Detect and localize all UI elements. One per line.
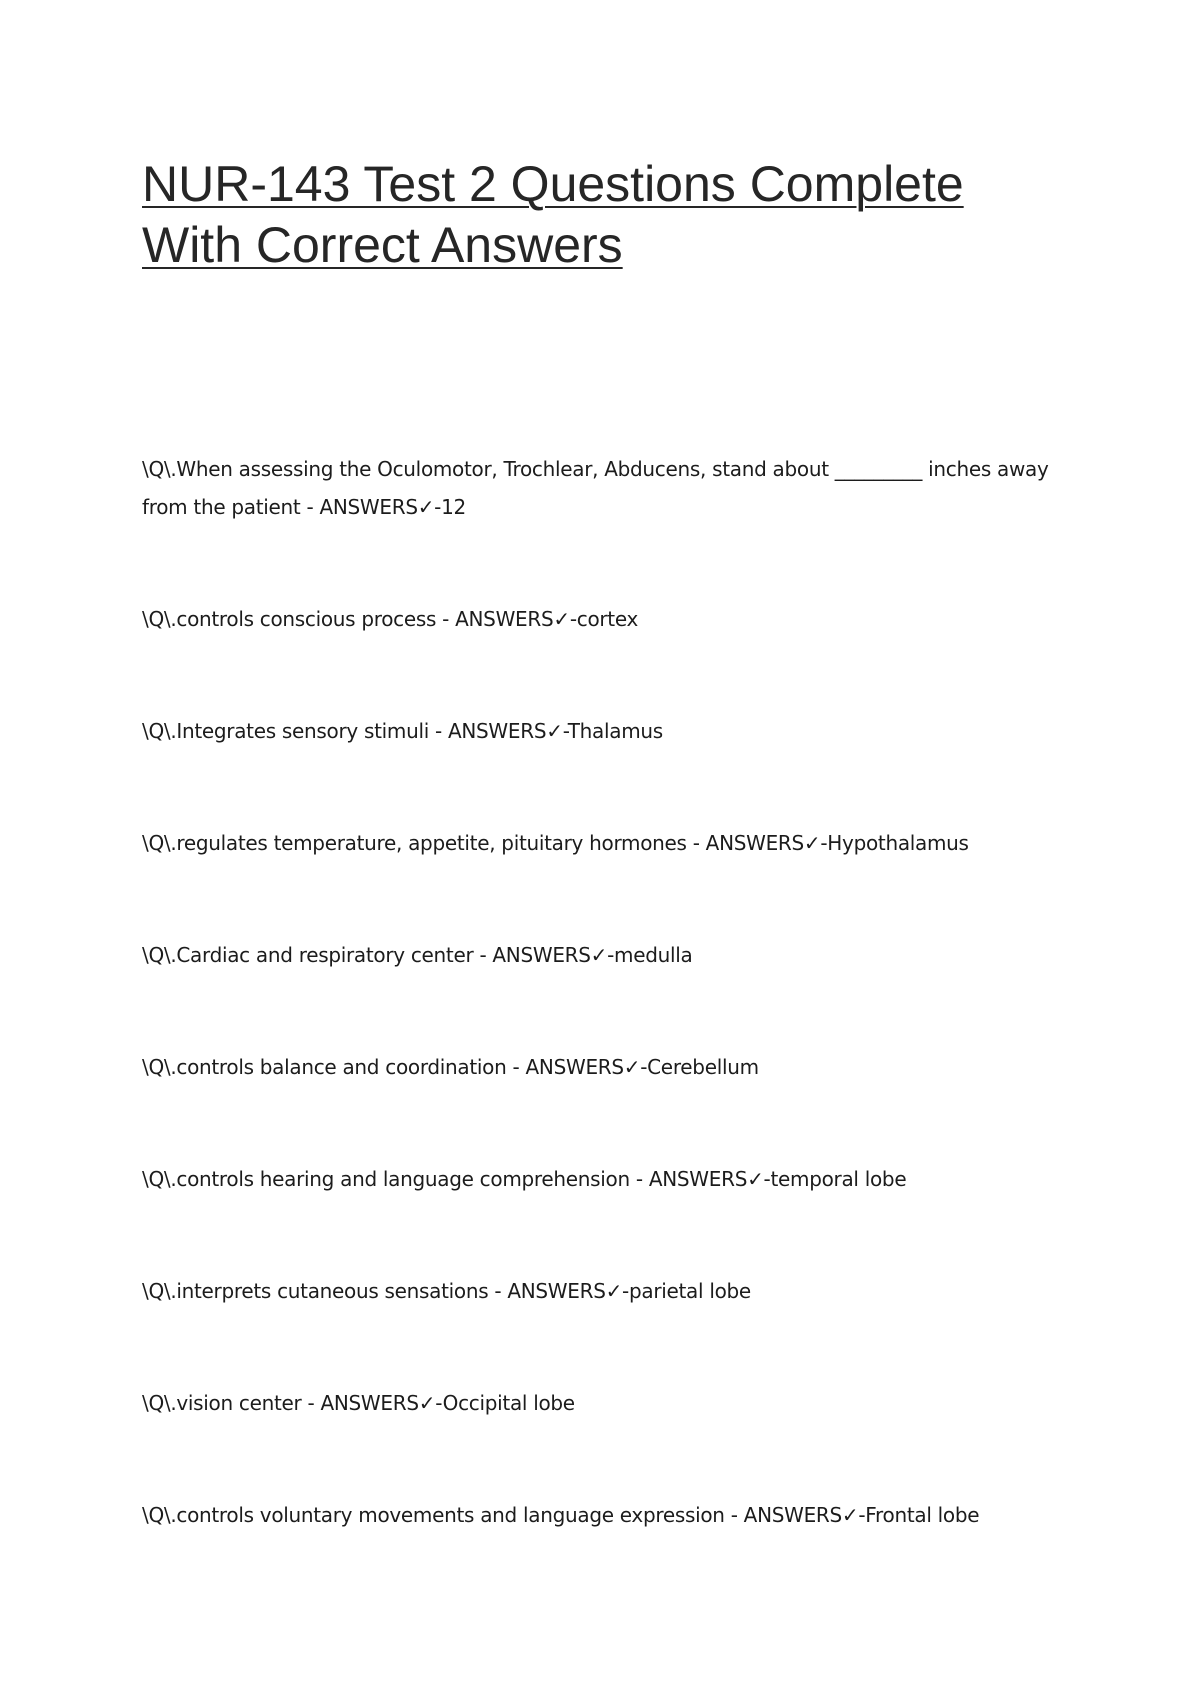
qa-item: \Q\.When assessing the Oculomotor, Trochlear, Abducens, stand about _________ inches away from the patient - ANSWERS✓-12 bbox=[142, 457, 1049, 519]
qa-item: \Q\.controls voluntary movements and language expression - ANSWERS✓-Frontal lobe bbox=[142, 1503, 980, 1527]
qa-item: \Q\.controls balance and coordination - ANSWERS✓-Cerebellum bbox=[142, 1055, 759, 1079]
qa-item: \Q\.Integrates sensory stimuli - ANSWERS✓-Thalamus bbox=[142, 719, 663, 743]
qa-item: \Q\.controls hearing and language comprehension - ANSWERS✓-temporal lobe bbox=[142, 1167, 907, 1191]
qa-item: \Q\.Cardiac and respiratory center - ANSWERS✓-medulla bbox=[142, 943, 693, 967]
qa-item: \Q\.interprets cutaneous sensations - ANSWERS✓-parietal lobe bbox=[142, 1279, 751, 1303]
qa-item: \Q\.controls conscious process - ANSWERS✓-cortex bbox=[142, 607, 639, 631]
qa-item: \Q\.regulates temperature, appetite, pituitary hormones - ANSWERS✓-Hypothalamus bbox=[142, 831, 969, 855]
document-title: NUR-143 Test 2 Questions Complete With Correct Answers bbox=[142, 156, 964, 273]
question-answer-list bbox=[142, 450, 1082, 1534]
qa-item: \Q\.vision center - ANSWERS✓-Occipital lobe bbox=[142, 1391, 575, 1415]
